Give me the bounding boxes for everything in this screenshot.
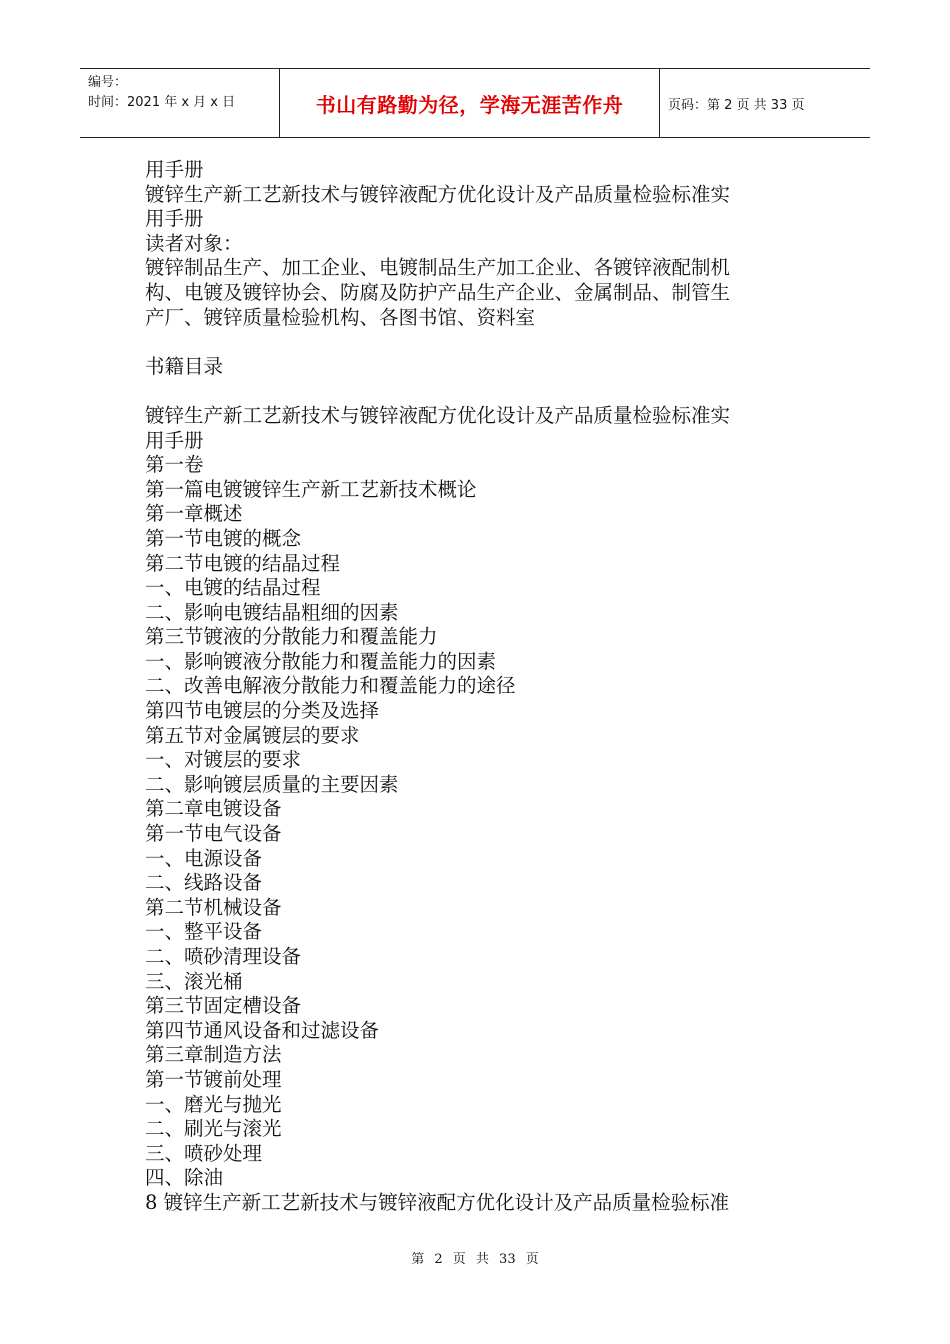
text-line: 用手册 [145,207,204,231]
text-line: 第一章概述 [145,502,243,526]
motto-text: 书山有路勤为径，学海无涯苦作舟 [315,92,624,117]
text-line: 第三章制造方法 [145,1043,282,1067]
text-line: 二、线路设备 [145,871,263,895]
text-line: 一、影响镀液分散能力和覆盖能力的因素 [145,649,497,673]
text-line: 用手册 [145,158,204,181]
text-line: 镀锌生产新工艺新技术与镀锌液配方优化设计及产品质量检验标准实 [145,403,731,427]
page-info-text: 页码：第 2 页 共 33 页 [668,97,805,113]
text-line: 一、电镀的结晶过程 [145,576,321,600]
text-line: 第二章电镀设备 [145,797,282,821]
text-line: 读者对象： [145,231,243,255]
text-line: 镀锌生产新工艺新技术与镀锌液配方优化设计及产品质量检验标准实 [145,182,731,206]
text-line: 一、电源设备 [145,846,263,870]
text-line: 用手册 [145,428,204,452]
text-line: 第一节镀前处理 [145,1067,282,1091]
blank-line [145,379,805,404]
text-line: 三、喷砂处理 [145,1141,263,1165]
text-line: 二、影响电镀结晶粗细的因素 [145,600,399,624]
text-line: 第五节对金属镀层的要求 [145,723,360,747]
text-line: 二、喷砂清理设备 [145,945,302,968]
text-line: 二、刷光与滚光 [145,1117,282,1141]
text-line: 二、影响镀层质量的主要因素 [145,772,399,796]
text-line: 四、除油 [145,1166,224,1190]
document-body [145,158,805,1216]
text-line: 一、对镀层的要求 [145,748,302,772]
text-line: 第一卷 [145,453,204,477]
text-line: 镀锌制品生产、加工企业、电镀制品生产加工企业、各镀锌液配制机 [145,256,731,280]
text-line: 书籍目录 [145,354,224,378]
blank-line [145,330,805,355]
page-header [80,68,870,138]
text-line: 第三节固定槽设备 [145,994,302,1018]
text-line: 第一节电气设备 [145,822,282,846]
text-line: 构、电镀及镀锌协会、防腐及防护产品生产企业、金属制品、制管生 [145,280,731,304]
header-motto [280,69,660,137]
text-line: 第四节通风设备和过滤设备 [145,1018,380,1042]
text-line: 8 镀锌生产新工艺新技术与镀锌液配方优化设计及产品质量检验标准 [145,1190,730,1214]
text-line: 第一篇电镀镀锌生产新工艺新技术概论 [145,477,477,501]
header-meta [80,69,280,137]
text-line: 第四节电镀层的分类及选择 [145,699,380,723]
text-line: 第二节电镀的结晶过程 [145,551,341,575]
time-label: 时间：2021 年 x 月 x 日 [88,95,236,110]
text-line: 第三节镀液的分散能力和覆盖能力 [145,625,438,649]
number-label: 编号： [88,75,128,90]
text-line: 产厂、镀锌质量检验机构、各图书馆、资料室 [145,305,536,329]
page-footer: 第 2 页 共 33 页 [411,1252,539,1267]
text-line: 二、改善电解液分散能力和覆盖能力的途径 [145,674,516,698]
text-line: 三、滚光桶 [145,969,243,993]
text-line: 第二节机械设备 [145,895,282,919]
header-page-info [660,69,870,137]
text-line: 一、磨光与抛光 [145,1092,282,1116]
text-line: 一、整平设备 [145,920,263,944]
text-line: 第一节电镀的概念 [145,526,302,550]
